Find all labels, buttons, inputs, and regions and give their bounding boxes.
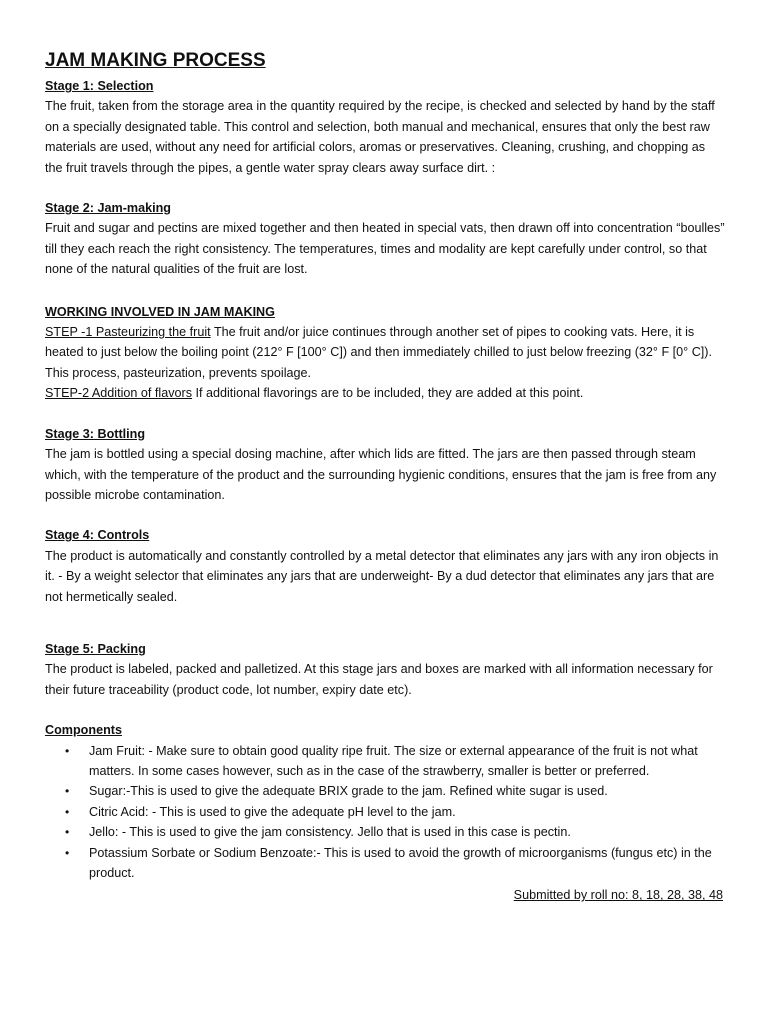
list-item (45, 741, 725, 782)
list-item-text: Sugar:-This is used to give the adequate BRIX grade to the jam. Refined white sugar is used. (89, 784, 608, 799)
stage-3-heading: Stage 3: Bottling (45, 426, 146, 441)
working-heading: WORKING INVOLVED IN JAM MAKING (45, 304, 275, 319)
document-title: JAM MAKING PROCESS (45, 50, 266, 71)
spacer (45, 607, 725, 629)
stage-5-heading: Stage 5: Packing (45, 641, 146, 656)
list-item-text: Jello: - This is used to give the jam consistency. Jello that is used in this case is pectin. (89, 825, 571, 840)
spacer (45, 505, 725, 525)
stage-5-body: The product is labeled, packed and palletized. At this stage jars and boxes are marked with all information necessary for their future traceability (product code, lot number, expiry date etc). (45, 662, 713, 697)
list-item (45, 822, 725, 842)
bullet-icon: • (65, 743, 70, 758)
spacer (45, 404, 725, 424)
list-item (45, 802, 725, 822)
stage-2-body: Fruit and sugar and pectins are mixed together and then heated in special vats, then drawn off into concentration “boulles” till they each reach the right consistency. The temperatures, times and modality are kept carefully under control, so that none of the natural qualities of the fruit are lost. (45, 221, 725, 277)
list-item (45, 781, 725, 801)
stage-1-heading: Stage 1: Selection (45, 79, 154, 93)
stage-2-heading: Stage 2: Jam-making (45, 201, 171, 216)
spacer (45, 178, 725, 198)
spacer (45, 700, 725, 720)
document-page (45, 48, 725, 906)
stage-4-heading: Stage 4: Controls (45, 528, 150, 543)
bullet-icon: • (65, 804, 70, 819)
components-list (45, 741, 725, 884)
spacer (45, 629, 725, 639)
components-heading: Components (45, 723, 122, 738)
signature-line: Submitted by roll no: 8, 18, 28, 38, 48 (513, 888, 723, 903)
spacer (45, 280, 725, 302)
step-1-label: STEP -1 Pasteurizing the fruit (45, 325, 211, 340)
step-2-text: If additional flavorings are to be included, they are added at this point. (192, 386, 584, 401)
list-item-text: Jam Fruit: - Make sure to obtain good quality ripe fruit. The size or external appearance of the fruit is not what matters. In some cases however, such as in the case of the strawberry, smaller is better or preferred. (89, 743, 698, 778)
step-2-paragraph (45, 383, 725, 403)
bullet-icon: • (65, 845, 70, 860)
step-1-paragraph (45, 322, 725, 383)
stage-4-body: The product is automatically and constantly controlled by a metal detector that eliminates any jars with any iron objects in it. - By a weight selector that eliminates any jars that are underweight- By a dud detector that eliminates any jars that are not hermetically sealed. (45, 548, 719, 604)
bullet-icon: • (65, 825, 70, 840)
list-item-text: Citric Acid: - This is used to give the adequate pH level to the jam. (89, 804, 456, 819)
stage-1-body: The fruit, taken from the storage area in the quantity required by the recipe, is checked and selected by hand by the staff on a specially designated table. This control and selection, both manual and mechanical, ensures that only the best raw materials are used, without any need for artificial colors, aromas or preservatives. Cleaning, crushing, and chopping as the fruit travels through the pipes, a gentle water spray clears away surface dirt. : (45, 99, 715, 175)
step-2-label: STEP-2 Addition of flavors (45, 386, 192, 401)
list-item (45, 843, 725, 884)
stage-3-body: The jam is bottled using a special dosing machine, after which lids are fitted. The jars are then passed through steam which, with the temperature of the product and the surrounding hygienic conditions, ensures that the jam is free from any possible microbe contamination. (45, 447, 717, 502)
list-item-text: Potassium Sorbate or Sodium Benzoate:- This is used to avoid the growth of microorganisms (fungus etc) in the product. (89, 845, 712, 880)
step-1-text: The fruit and/or juice continues through another set of pipes to cooking vats. Here, it is heated to just below the boiling point (212° F [100° C]) and then immediately chilled to just below freezing (32° F [0° C]). This process, pasteurization, prevents spoilage. (45, 325, 712, 380)
bullet-icon: • (65, 784, 70, 799)
